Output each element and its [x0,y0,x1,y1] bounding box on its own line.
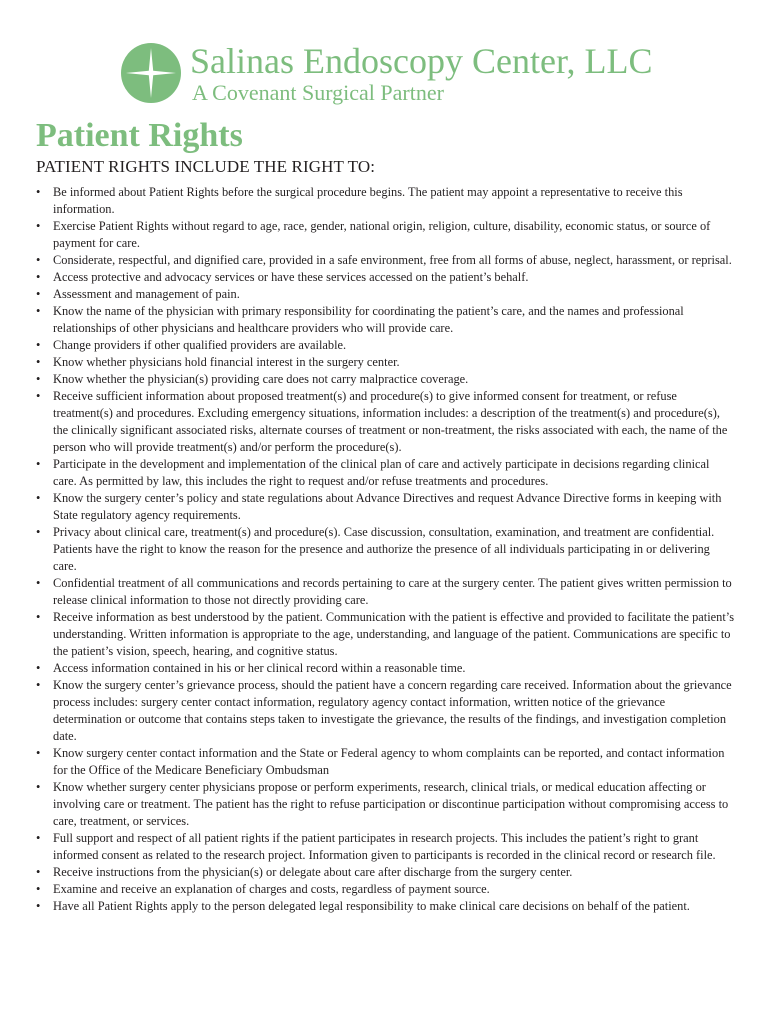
list-item: • Know the name of the physician with primary responsibility for coordinating the patient’s care, and the names and professional relationships of other physicians and healthcare providers who will provide care. [36,303,736,337]
list-item: • Access information contained in his or her clinical record within a reasonable time. [36,660,736,677]
list-item: • Considerate, respectful, and dignified care, provided in a safe environment, free from all forms of abuse, neglect, harassment, or reprisal. [36,252,736,269]
list-item: • Be informed about Patient Rights before the surgical procedure begins. The patient may appoint a representative to receive this information. [36,184,736,218]
list-item: • Receive sufficient information about proposed treatment(s) and procedure(s) to give informed consent for treatment, or refuse treatment(s) and procedures. Excluding emergency situations, information includes: a description of the treatment(s) and procedure(s), the clinically significant associated risks, alternate courses of treatment or non-treatment, the risks associated with each, the name of the person who will provide treatment(s) and/or perform the procedure(s). [36,388,736,456]
list-item: • Know the surgery center’s grievance process, should the patient have a concern regarding care received. Information about the grievance process includes: surgery center contact information, regulatory agency contact information, written notice of the grievance determination or outcome that contains steps taken to investigate the grievance, the results of the findings, and investigation completion date. [36,677,736,745]
list-item: • Receive instructions from the physician(s) or delegate about care after discharge from the surgery center. [36,864,736,881]
green-circle-star-icon [120,42,182,104]
list-item: • Change providers if other qualified providers are available. [36,337,736,354]
list-item: • Know whether physicians hold financial interest in the surgery center. [36,354,736,371]
organization-tagline: A Covenant Surgical Partner [192,80,444,105]
list-item: • Confidential treatment of all communications and records pertaining to care at the surgery center. The patient gives written permission to release clinical information to those not directly providing care. [36,575,736,609]
rights-list [36,184,736,915]
page-title: Patient Rights [36,117,243,154]
list-item: • Know surgery center contact information and the State or Federal agency to whom complaints can be reported, and contact information for the Office of the Medicare Beneficiary Ombudsman [36,745,736,779]
list-item: • Know whether surgery center physicians propose or perform experiments, research, clinical trials, or medical education affecting or involving care or treatment. The patient has the right to refuse participation or discontinue participation without compromising access to care, treatment, or services. [36,779,736,830]
list-item: • Assessment and management of pain. [36,286,736,303]
list-item: • Access protective and advocacy services or have these services accessed on the patient’s behalf. [36,269,736,286]
list-item: • Know the surgery center’s policy and state regulations about Advance Directives and request Advance Directive forms in keeping with State regulatory agency requirements. [36,490,736,524]
list-item: • Examine and receive an explanation of charges and costs, regardless of payment source. [36,881,736,898]
organization-name: Salinas Endoscopy Center, LLC [190,41,653,81]
list-item: • Privacy about clinical care, treatment(s) and procedure(s). Case discussion, consultation, examination, and treatment are confidential. Patients have the right to know the reason for the presence and authorize the presence of all individuals participating in or delivering care. [36,524,736,575]
list-item: • Know whether the physician(s) providing care does not carry malpractice coverage. [36,371,736,388]
letterhead [120,40,760,110]
list-item: • Participate in the development and implementation of the clinical plan of care and actively participate in decisions regarding clinical care. As permitted by law, this includes the right to request and/or refuse treatments and procedures. [36,456,736,490]
section-heading: PATIENT RIGHTS INCLUDE THE RIGHT TO: [36,157,376,176]
list-item: • Have all Patient Rights apply to the person delegated legal responsibility to make clinical care decisions on behalf of the patient. [36,898,736,915]
list-item: • Full support and respect of all patient rights if the patient participates in research projects. This includes the patient’s right to grant informed consent as related to the research project. Information given to participants is recorded in the clinical record or research file. [36,830,736,864]
list-item: • Receive information as best understood by the patient. Communication with the patient is effective and provided to facilitate the patient’s understanding. Written information is appropriate to the age, understanding, and language of the patient. Communications are specific to the patient’s vision, speech, hearing, and cognitive status. [36,609,736,660]
list-item: • Exercise Patient Rights without regard to age, race, gender, national origin, religion, culture, disability, economic status, or source of payment for care. [36,218,736,252]
